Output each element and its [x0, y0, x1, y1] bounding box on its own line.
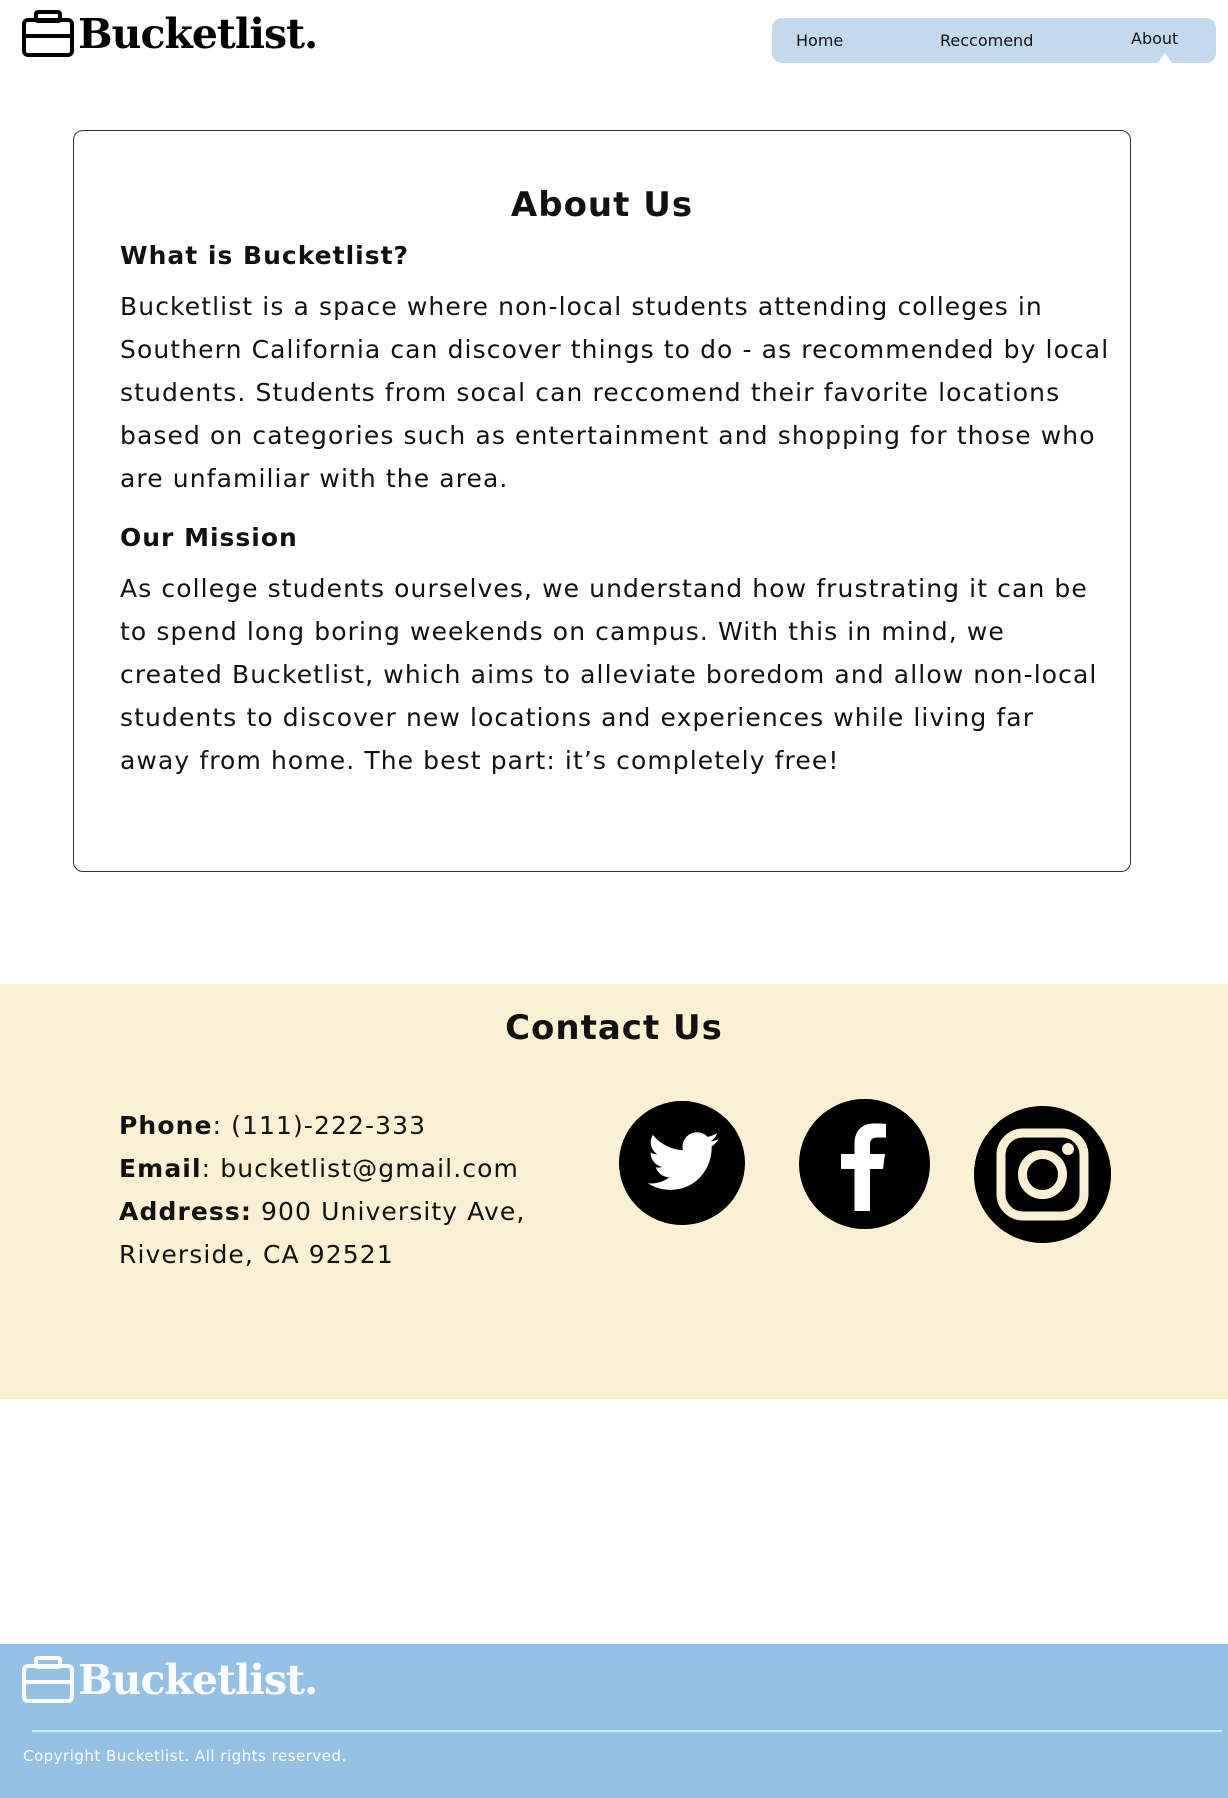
contact-title: Contact Us	[505, 1008, 723, 1048]
nav-about[interactable]: About	[1131, 29, 1179, 48]
address-label: Address:	[119, 1197, 252, 1226]
copyright-text: Copyright Bucketlist. All rights reserved.	[23, 1747, 347, 1765]
mission-heading: Our Mission	[120, 523, 298, 552]
nav-home[interactable]: Home	[796, 31, 844, 50]
footer-logo-text: Bucketlist.	[78, 1655, 318, 1704]
email-row: Email: bucketlist@gmail.com	[119, 1154, 519, 1183]
active-nav-indicator	[1158, 53, 1172, 63]
what-is-text: Bucketlist is a space where non-local students attending colleges in Southern California can discover things to do - as recommended by local students. Students from socal can reccomend their favorite locations based on categories such as entertainment and shopping for those who are unfamiliar with the area.	[120, 292, 1110, 493]
nav-recommend[interactable]: Reccomend	[940, 31, 1034, 50]
what-is-heading: What is Bucketlist?	[120, 241, 410, 270]
footer-logo[interactable]	[22, 1656, 317, 1704]
facebook-icon[interactable]	[799, 1099, 930, 1229]
header-logo[interactable]	[22, 10, 317, 58]
email-label: Email	[119, 1154, 202, 1183]
main-nav	[772, 18, 1216, 63]
address-value: 900 University Ave, Riverside, CA 92521	[119, 1197, 526, 1269]
contact-info	[119, 1104, 579, 1276]
phone-label: Phone	[119, 1111, 213, 1140]
briefcase-icon	[22, 10, 74, 58]
footer-divider	[32, 1730, 1222, 1732]
footer	[0, 1644, 1228, 1798]
logo-text: Bucketlist.	[78, 9, 318, 58]
twitter-icon[interactable]	[619, 1101, 745, 1225]
email-value[interactable]: bucketlist@gmail.com	[220, 1154, 519, 1183]
contact-section	[0, 984, 1228, 1399]
mission-text: As college students ourselves, we understand how frustrating it can be to spend long boring weekends on campus. With this in mind, we created Bucketlist, which aims to alleviate boredom and allow non-local students to discover new locations and experiences while living far away from home. The best part: it’s completely free!	[120, 574, 1098, 775]
briefcase-icon	[22, 1656, 74, 1704]
address-row	[119, 1190, 579, 1276]
instagram-icon[interactable]	[974, 1106, 1111, 1243]
about-card	[73, 130, 1131, 872]
phone-value: (111)-222-333	[231, 1111, 427, 1140]
phone-row: Phone: (111)-222-333	[119, 1111, 427, 1140]
about-title: About Us	[510, 185, 694, 225]
